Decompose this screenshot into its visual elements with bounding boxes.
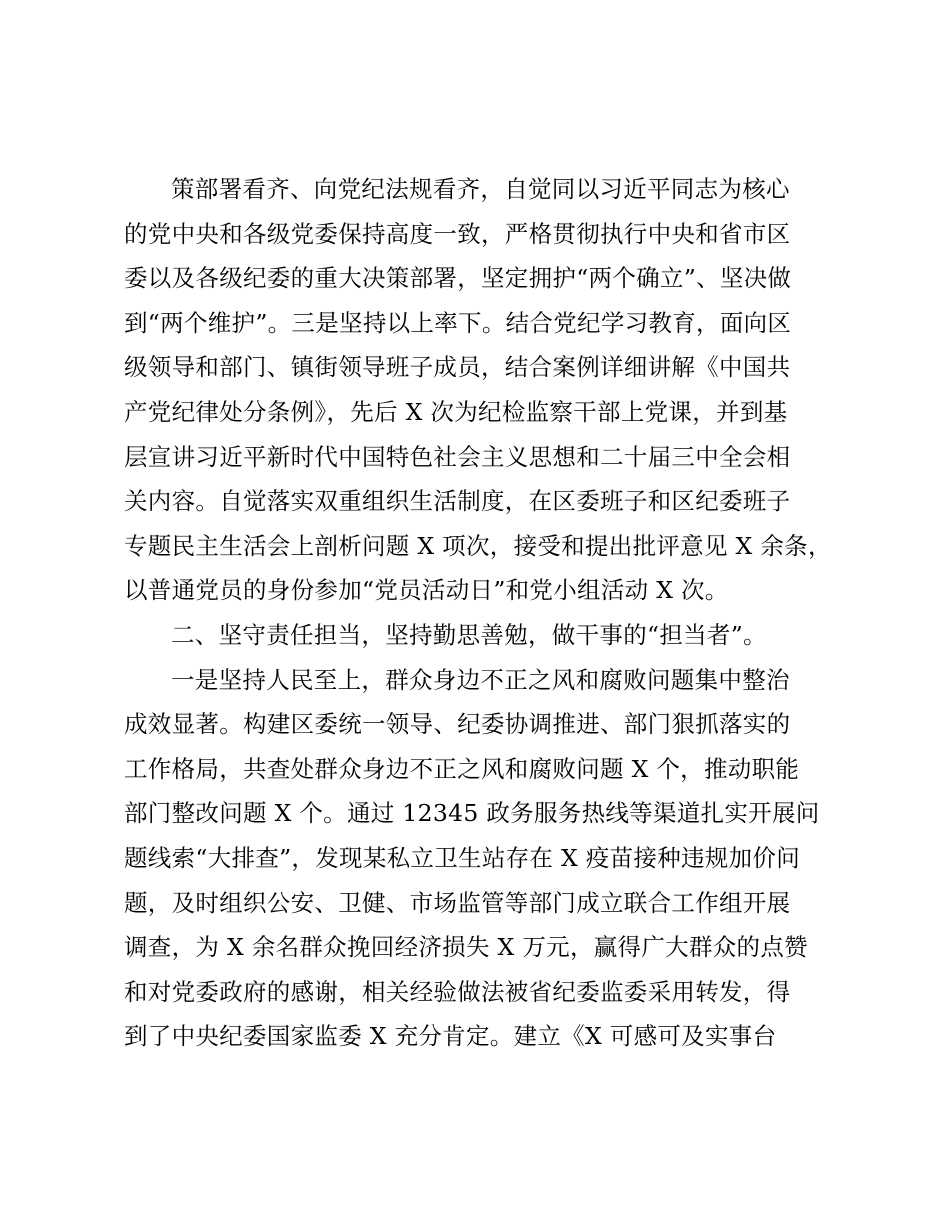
text-line: 级领导和部门、镇街领导班子成员，结合案例详细讲解《中国共 bbox=[124, 353, 791, 382]
text-line: 的党中央和各级党委保持高度一致，严格贯彻执行中央和省市区 bbox=[124, 219, 791, 248]
text-line: 委以及各级纪委的重大决策部署，坚定拥护“两个确立”、坚决做 bbox=[124, 264, 792, 293]
text-line: 题线索“大排查”，发现某私立卫生站存在 X 疫苗接种违规加价问 bbox=[124, 843, 800, 872]
text-line: 到“两个维护”。三是坚持以上率下。结合党纪学习教育，面向区 bbox=[124, 308, 792, 337]
text-line: 层宣讲习近平新时代中国特色社会主义思想和二十届三中全会相 bbox=[124, 442, 791, 471]
text-line: 题，及时组织公安、卫健、市场监管等部门成立联合工作组开展 bbox=[124, 888, 791, 917]
text-line: 到了中央纪委国家监委 X 充分肯定。建立《X 可感可及实事台 bbox=[124, 1022, 777, 1051]
text-line: 部门整改问题 X 个。通过 12345 政务服务热线等渠道扎实开展问 bbox=[124, 799, 820, 828]
text-line: 策部署看齐、向党纪法规看齐，自觉同以习近平同志为核心 bbox=[171, 175, 790, 203]
text-line: 关内容。自觉落实双重组织生活制度，在区委班子和区纪委班子 bbox=[124, 487, 791, 516]
section-heading: 二、坚守责任担当，坚持勤思善勉，做干事的“担当者”。 bbox=[171, 620, 767, 649]
body-text bbox=[124, 167, 864, 1059]
text-line: 一是坚持人民至上，群众身边不正之风和腐败问题集中整治 bbox=[171, 665, 790, 694]
text-line: 专题民主生活会上剖析问题 X 项次，接受和提出批评意见 X 余条， bbox=[124, 531, 832, 560]
text-line: 调查，为 X 余名群众挽回经济损失 X 万元，赢得广大群众的点赞 bbox=[124, 933, 808, 962]
text-line: 和对党委政府的感谢，相关经验做法被省纪委监委采用转发，得 bbox=[124, 977, 791, 1006]
text-line: 以普通党员的身份参加“党员活动日”和党小组活动 X 次。 bbox=[124, 576, 729, 605]
text-line: 成效显著。构建区委统一领导、纪委协调推进、部门狠抓落实的 bbox=[124, 710, 791, 739]
text-line: 工作格局，共查处群众身边不正之风和腐败问题 X 个，推动职能 bbox=[124, 754, 800, 783]
text-line: 产党纪律处分条例》，先后 X 次为纪检监察干部上党课，并到基 bbox=[124, 397, 788, 426]
